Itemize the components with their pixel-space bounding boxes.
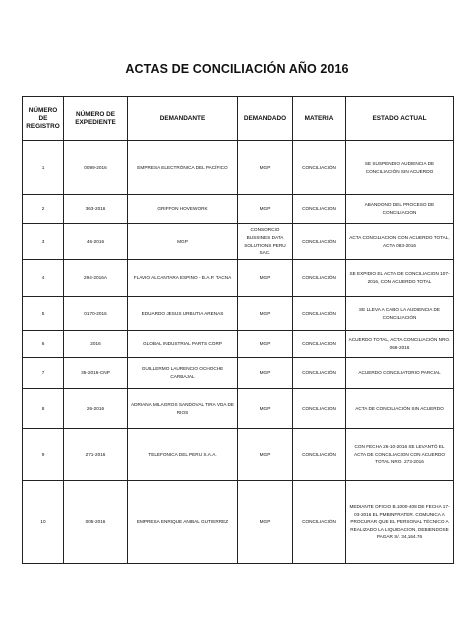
estado-text: ACUERDO CONCILIATORIO PARCIAL bbox=[358, 370, 441, 376]
cell-registro: 7 bbox=[23, 358, 64, 389]
table-row bbox=[23, 389, 454, 429]
cell-materia: CONCILIACION bbox=[293, 331, 346, 358]
cell-expediente: 294-2016A bbox=[64, 260, 128, 297]
cell-expediente: 0099-2016 bbox=[64, 141, 128, 195]
table-header-row bbox=[23, 97, 454, 141]
cell-registro: 2 bbox=[23, 195, 64, 224]
cell-estado bbox=[346, 141, 454, 195]
cell-expediente: 0170-2016 bbox=[64, 297, 128, 331]
cell-expediente: 005-2016 bbox=[64, 481, 128, 564]
cell-demandante: MGP bbox=[128, 224, 238, 260]
cell-materia: CONCILIACION bbox=[293, 195, 346, 224]
cell-estado bbox=[346, 224, 454, 260]
cell-registro: 1 bbox=[23, 141, 64, 195]
cell-materia: CONCILIACIÓN bbox=[293, 260, 346, 297]
estado-text: CON FECHA 26-10-2016 SE LEVANTÓ EL ACTA DE CONCILIACION CON ACUERDO TOTAL NRO. 273-2016 bbox=[353, 444, 446, 465]
cell-demandante: FLAVIO ALCANTARA ESPINO - B.A.P. TACNA bbox=[128, 260, 238, 297]
cell-estado bbox=[346, 195, 454, 224]
cell-demandado: CONSORCIO BUSSINES DATA SOLUTIONS PERU SAC. bbox=[238, 224, 293, 260]
cell-demandante: GRIFFON HOVEWORK bbox=[128, 195, 238, 224]
estado-text: MEDIANTE OFICIO B.1000-408 DE FECHA 17-03-2016 EL PMBINFRATER. COMUNICA A PROCURAR QUE EL PERSONAL TÉCNICO A REALIZADO LA LIQUIDACION, DEBIENDOSE PAGAR S/. 34,164.76 bbox=[349, 504, 450, 540]
cell-demandante: EMPRESA ELECTRÓNICA DEL PACÍFICO bbox=[128, 141, 238, 195]
header-demandante: DEMANDANTE bbox=[128, 97, 238, 141]
document-title: ACTAS DE CONCILIACIÓN AÑO 2016 bbox=[125, 62, 349, 76]
cell-estado bbox=[346, 297, 454, 331]
cell-expediente: 46-2016 bbox=[64, 224, 128, 260]
cell-demandado: MGP bbox=[238, 358, 293, 389]
cell-estado bbox=[346, 358, 454, 389]
cell-estado bbox=[346, 481, 454, 564]
cell-demandado: MGP bbox=[238, 481, 293, 564]
cell-demandante: ADRIANA MILAGROS SANDOVAL TIRA VDA DE RIOS bbox=[128, 389, 238, 429]
cell-demandante: EMPRESA ENRIQUE ANIBAL GUTIERREZ bbox=[128, 481, 238, 564]
cell-materia: CONCILIACIÓN bbox=[293, 141, 346, 195]
cell-registro: 9 bbox=[23, 429, 64, 481]
header-demandado: DEMANDADO bbox=[238, 97, 293, 141]
cell-demandado: MGP bbox=[238, 297, 293, 331]
cell-expediente: 271-2016 bbox=[64, 429, 128, 481]
cell-registro: 3 bbox=[23, 224, 64, 260]
cell-registro: 5 bbox=[23, 297, 64, 331]
table-row bbox=[23, 195, 454, 224]
cell-estado bbox=[346, 389, 454, 429]
table-row bbox=[23, 429, 454, 481]
table-row bbox=[23, 224, 454, 260]
cell-materia: CONCILIACIÓN bbox=[293, 481, 346, 564]
cell-demandado: MGP bbox=[238, 389, 293, 429]
cell-demandante: GUILLERMO LAURENCIO OCHOCHE CARBAJAL bbox=[128, 358, 238, 389]
table-row bbox=[23, 141, 454, 195]
table-row bbox=[23, 358, 454, 389]
cell-registro: 4 bbox=[23, 260, 64, 297]
table-row bbox=[23, 260, 454, 297]
cell-demandante: GLOBAL INDUSTRIAL PARTS CORP bbox=[128, 331, 238, 358]
cell-estado bbox=[346, 331, 454, 358]
header-registro: NÚMERO DE REGISTRO bbox=[23, 97, 64, 141]
cell-expediente: 2016 bbox=[64, 331, 128, 358]
cell-demandado: MGP bbox=[238, 260, 293, 297]
estado-text: ACTA CONCILIACION CON ACUERDO TOTAL, ACTA 083-2016 bbox=[349, 234, 450, 248]
table-row bbox=[23, 297, 454, 331]
cell-estado bbox=[346, 260, 454, 297]
cell-expediente: 26-2016 bbox=[64, 389, 128, 429]
cell-materia: CONCILIACION bbox=[293, 389, 346, 429]
cell-materia: CONCILIACIÓN bbox=[293, 224, 346, 260]
header-expediente: NÚMERO DE EXPEDIENTE bbox=[64, 97, 128, 141]
cell-estado bbox=[346, 429, 454, 481]
cell-demandado: MGP bbox=[238, 331, 293, 358]
estado-text: ACUERDO TOTAL, ACTA CONCILIACIÓN NRO. 068-2016 bbox=[348, 337, 451, 350]
header-estado-actual: ESTADO ACTUAL bbox=[346, 97, 454, 141]
cell-materia: CONCILIACIÓN bbox=[293, 297, 346, 331]
table-row bbox=[23, 481, 454, 564]
cell-demandado: MGP bbox=[238, 195, 293, 224]
cell-demandante: TELEFONICA DEL PERU S.A.A. bbox=[128, 429, 238, 481]
cell-expediente: 35-2016-CNP bbox=[64, 358, 128, 389]
header-materia: MATERIA bbox=[293, 97, 346, 141]
cell-registro: 10 bbox=[23, 481, 64, 564]
cell-expediente: 363-2016 bbox=[64, 195, 128, 224]
cell-registro: 6 bbox=[23, 331, 64, 358]
cell-demandado: MGP bbox=[238, 141, 293, 195]
estado-text: ABANDONO DEL PROCESO DE CONCILIACION bbox=[364, 202, 435, 215]
cell-demandado: MGP bbox=[238, 429, 293, 481]
estado-text: SE EXPIDIO EL ACTA DE CONCILIACION 107-2016, CON ACUERDO TOTAL bbox=[349, 271, 450, 284]
cell-registro: 8 bbox=[23, 389, 64, 429]
estado-text: ACTA DE CONCILIACIÓN SIN ACUERDO bbox=[355, 405, 444, 411]
estado-text: SE SUSPENDIO AUDIENCIA DE CONCILIACIÓN SIN ACUERDO bbox=[364, 160, 435, 174]
table-row bbox=[23, 331, 454, 358]
cell-materia: CONCILIACIÓN bbox=[293, 429, 346, 481]
cell-demandante: EDUARDO JESUS URBUTIA ARENAS bbox=[128, 297, 238, 331]
cell-materia: CONCILIACIÓN bbox=[293, 358, 346, 389]
conciliation-table bbox=[22, 96, 454, 564]
estado-text: SE LLEVA A CABO LA AUDIENCIA DE CONCILIACIÓN bbox=[359, 306, 440, 320]
